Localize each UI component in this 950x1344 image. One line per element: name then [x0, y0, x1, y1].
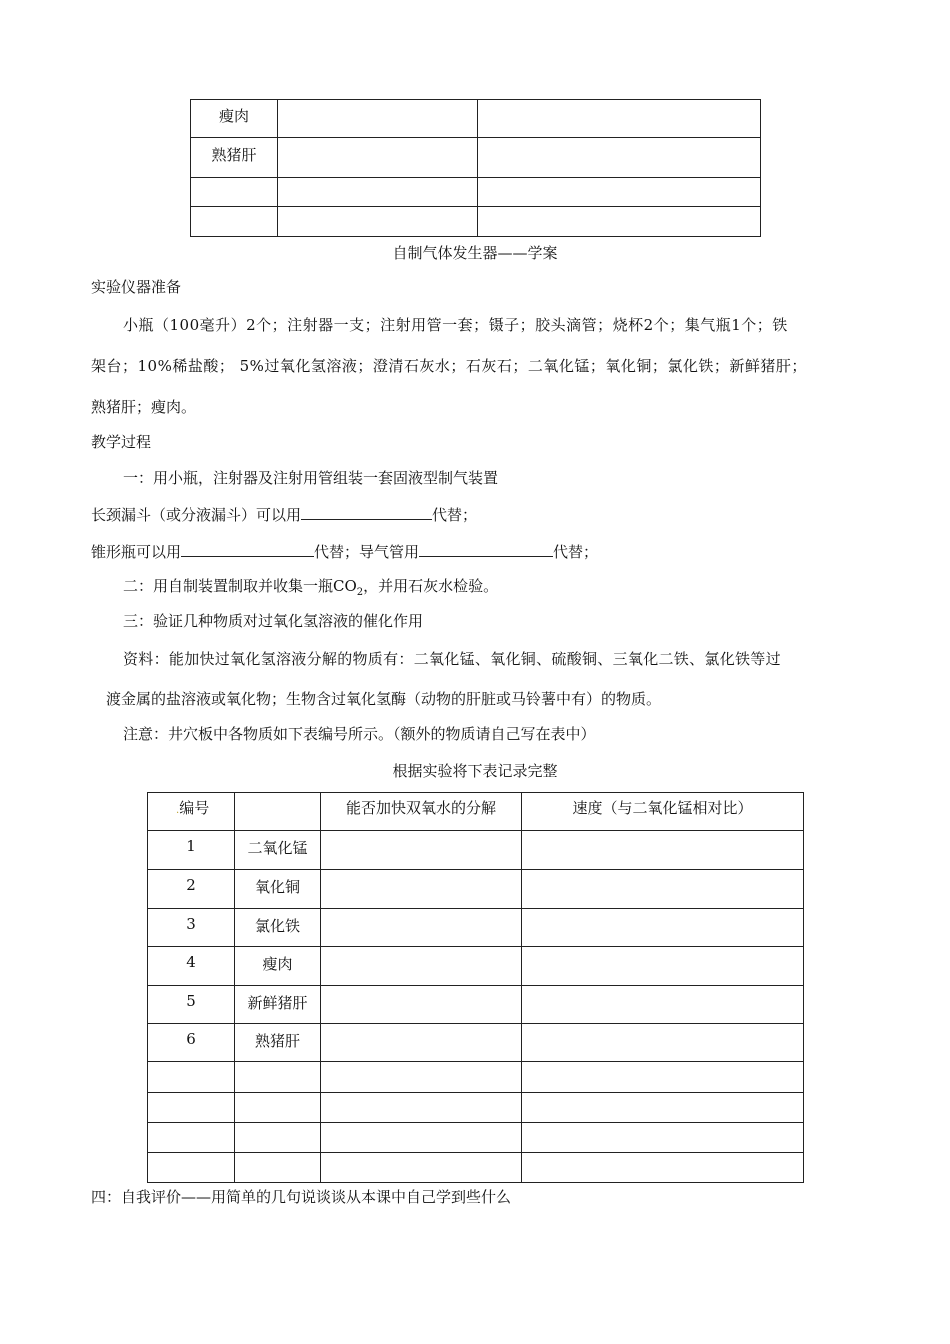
- top-table-cell[interactable]: [278, 178, 478, 207]
- table-row: 6 熟猪肝: [148, 1024, 804, 1062]
- page-title: 自制气体发生器——学案: [392, 244, 558, 262]
- step-4: 四：自我评价——用简单的几句说谈谈从本课中自己学到些什么: [91, 1188, 512, 1206]
- answer-cell[interactable]: [321, 831, 522, 870]
- table-caption: 根据实验将下表记录完整: [392, 762, 558, 780]
- answer-cell[interactable]: [522, 1062, 804, 1093]
- material-line-1: 资料：能加快过氧化氢溶液分解的物质有：二氧化锰、氧化铜、硫酸铜、三氧化二铁、氯化铁等过: [123, 650, 781, 668]
- top-table-cell[interactable]: [478, 100, 761, 138]
- step-1-flask-line: [91, 539, 598, 562]
- process-heading: 教学过程: [91, 433, 152, 451]
- table-row: 4 瘦肉: [148, 947, 804, 986]
- funnel-prefix: 长颈漏斗（或分液漏斗）可以用: [91, 506, 302, 524]
- top-table-cell[interactable]: [478, 138, 761, 178]
- flask-mid: 代替；导气管用: [314, 543, 420, 561]
- answer-cell[interactable]: [321, 1153, 522, 1183]
- table-row: [148, 1123, 804, 1153]
- answer-cell[interactable]: [522, 986, 804, 1024]
- table-row: 1 二氧化锰: [148, 831, 804, 870]
- top-table-cell[interactable]: [478, 178, 761, 207]
- funnel-suffix: 代替；: [432, 506, 478, 524]
- prep-line-2: 架台；10%稀盐酸； 5%过氧化氢溶液；澄清石灰水；石灰石；二氧化锰；氧化铜；氯化铁；新鲜猪肝；: [91, 357, 807, 375]
- material-line-2: 渡金属的盐溶液或氧化物；生物含过氧化氢酶（动物的肝脏或马铃薯中有）的物质。: [106, 690, 662, 708]
- step-2: 二：用自制装置制取并收集一瓶$CO_2$，并用石灰水检验。: [123, 577, 499, 598]
- tube-blank[interactable]: [419, 539, 553, 557]
- header-can-accelerate: 能否加快双氧水的分解: [321, 793, 522, 831]
- top-table-cell-name: 瘦肉: [191, 100, 278, 138]
- top-table-cell-name[interactable]: [191, 178, 278, 207]
- table-row: [148, 1093, 804, 1123]
- answer-cell[interactable]: [522, 909, 804, 947]
- answer-cell[interactable]: [321, 909, 522, 947]
- header-substance: [235, 793, 321, 831]
- table-row: 5 新鲜猪肝: [148, 986, 804, 1024]
- step-3: 三：验证几种物质对过氧化氢溶液的催化作用: [123, 612, 424, 630]
- answer-cell[interactable]: [522, 1153, 804, 1183]
- top-table-cell[interactable]: [478, 207, 761, 237]
- record-table: [147, 792, 804, 1183]
- step-1: 一：用小瓶，注射器及注射用管组装一套固液型制气装置: [123, 469, 499, 487]
- prep-line-3: 熟猪肝；瘦肉。: [91, 398, 197, 416]
- funnel-blank[interactable]: [301, 502, 432, 520]
- step-1-funnel-line: [91, 502, 477, 525]
- top-table-cell-name[interactable]: [191, 207, 278, 237]
- note: 注意：井穴板中各物质如下表编号所示。（额外的物质请自己写在表中）: [123, 725, 596, 743]
- header-speed: 速度（与二氧化锰相对比）: [522, 793, 804, 831]
- answer-cell[interactable]: [321, 1123, 522, 1153]
- answer-cell[interactable]: [321, 1062, 522, 1093]
- flask-suffix: 代替；: [553, 543, 599, 561]
- top-table-cell[interactable]: [278, 100, 478, 138]
- answer-cell[interactable]: [321, 986, 522, 1024]
- answer-cell[interactable]: [321, 870, 522, 909]
- table-row: 2 氧化铜: [148, 870, 804, 909]
- table-row: [148, 1062, 804, 1093]
- answer-cell[interactable]: [321, 1024, 522, 1062]
- answer-cell[interactable]: [522, 1123, 804, 1153]
- answer-cell[interactable]: [321, 1093, 522, 1123]
- table-row: [148, 1153, 804, 1183]
- prep-heading: 实验仪器准备: [91, 278, 182, 296]
- top-table-cell[interactable]: [278, 138, 478, 178]
- answer-cell[interactable]: [522, 1093, 804, 1123]
- answer-cell[interactable]: [522, 870, 804, 909]
- top-table-cell[interactable]: [278, 207, 478, 237]
- prep-line-1: 小瓶（100毫升）2个；注射器一支；注射用管一套；镊子；胶头滴管；烧杯2个；集气瓶1个；铁: [123, 316, 788, 334]
- top-table-cell-name: 熟猪肝: [191, 138, 278, 178]
- flask-prefix: 锥形瓶可以用: [91, 543, 182, 561]
- header-number: .编号: [148, 793, 235, 831]
- answer-cell[interactable]: [522, 947, 804, 986]
- top-table: [190, 99, 761, 237]
- answer-cell[interactable]: [321, 947, 522, 986]
- table-row: 3 氯化铁: [148, 909, 804, 947]
- flask-blank[interactable]: [181, 539, 314, 557]
- answer-cell[interactable]: [522, 1024, 804, 1062]
- answer-cell[interactable]: [522, 831, 804, 870]
